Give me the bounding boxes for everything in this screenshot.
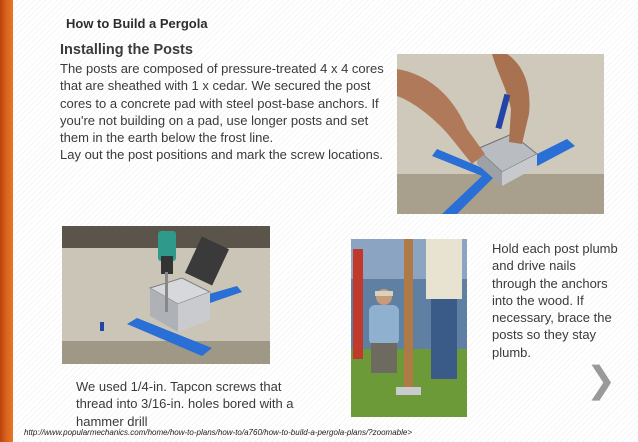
layout-paragraph: Lay out the post positions and mark the screw locations. — [60, 147, 384, 163]
caption-plumb-posts: Hold each post plumb and drive nails through the anchors into the wood. If necessary, brace the posts so they stay plumb. — [492, 241, 618, 360]
body-text — [60, 60, 385, 164]
drilling-illustration — [62, 226, 270, 364]
orange-sidebar-accent — [0, 0, 13, 442]
section-heading: Installing the Posts — [60, 42, 193, 58]
next-slide-chevron-icon[interactable]: ❯ — [586, 359, 617, 400]
photo-drilling — [62, 226, 270, 364]
photo-nailing-post — [351, 239, 467, 417]
nailing-post-illustration — [351, 239, 467, 417]
intro-paragraph: The posts are composed of pressure-treated 4 x 4 cores that are sheathed with 1 x cedar. We secured the post cores to a concrete pad with steel post-base anchors. If you're not building on a pad, use longer posts and set them in the earth below the frost line. — [60, 61, 384, 146]
anchor-placement-illustration — [397, 54, 604, 214]
source-url-link[interactable]: http://www.popularmechanics.com/home/how-to-plans/how-to/a760/how-to-build-a-pergola-plans/?zoomable> — [24, 428, 412, 437]
caption-tapcon-screws: We used 1/4-in. Tapcon screws that thread into 3/16-in. holes bored with a hammer drill — [76, 379, 294, 429]
photo-anchor-placement — [397, 54, 604, 214]
page-title: How to Build a Pergola — [66, 16, 208, 31]
